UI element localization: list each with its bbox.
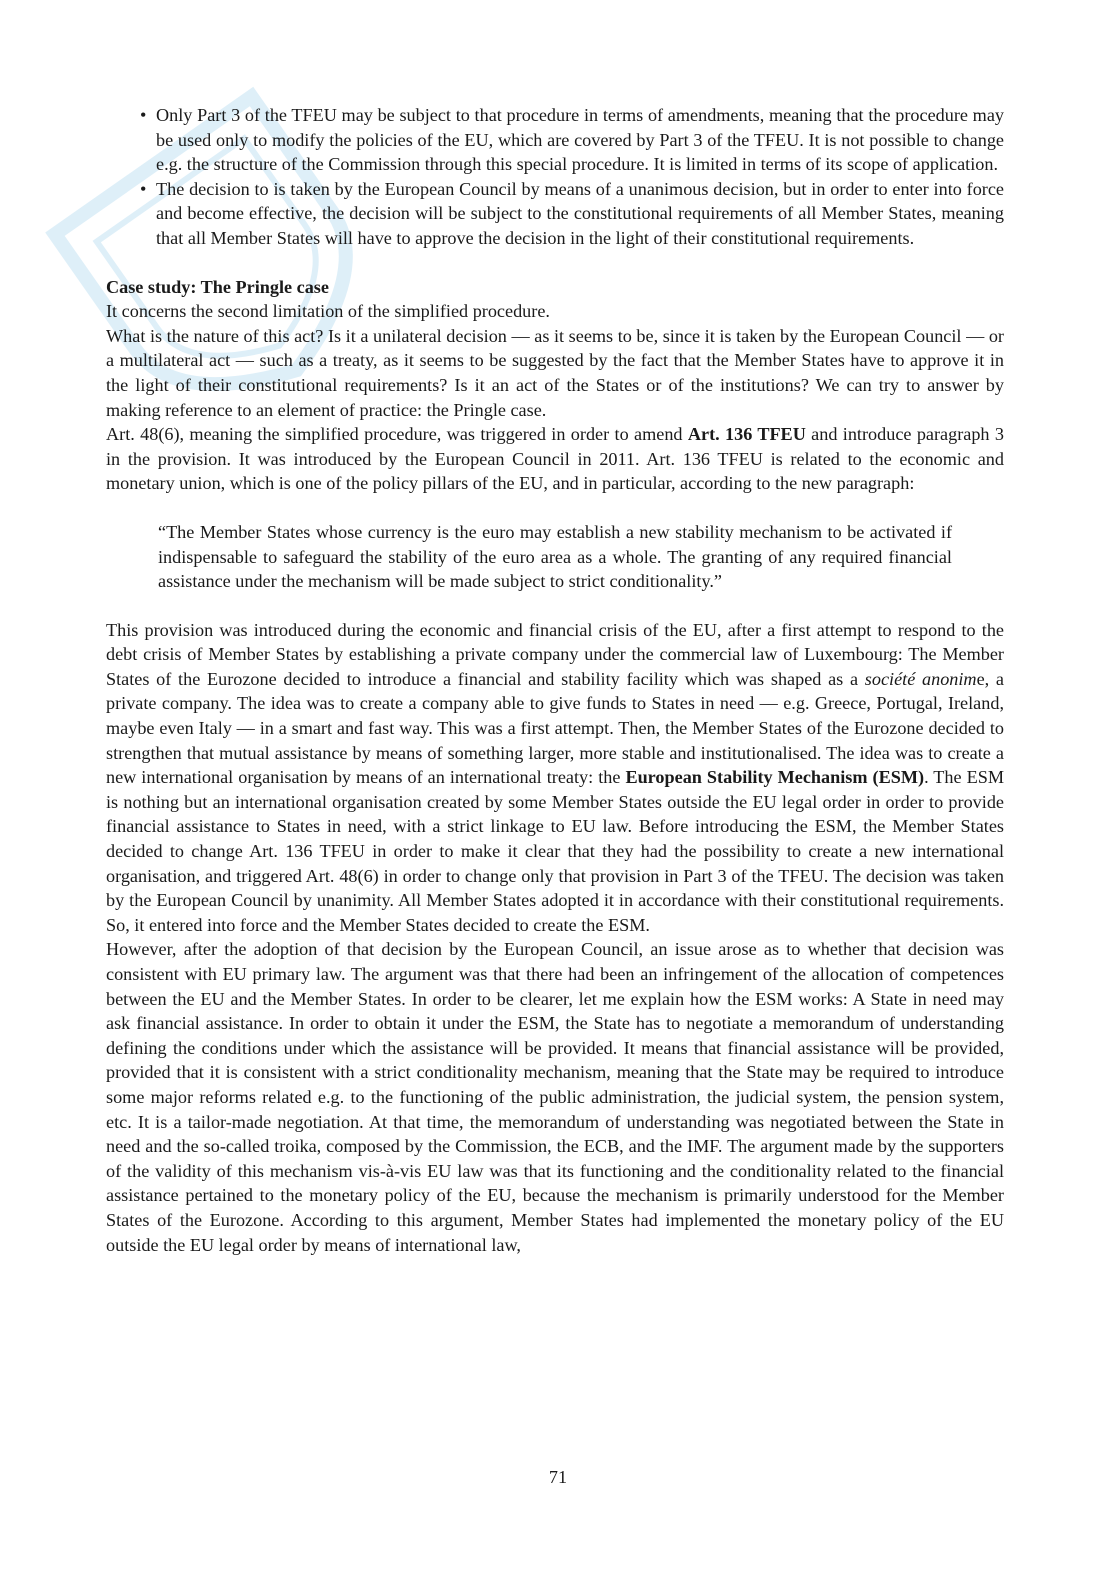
- provision-paragraph: [106, 618, 1004, 938]
- however-paragraph: However, after the adoption of that decision by the European Council, an issue arose as to whether that decision was consistent with EU primary law. The argument was that there had been an infringement of the allocation of competences between the EU and the Member States. In order to be clearer, let me explain how the ESM works: A State in need may ask financial assistance. In order to obtain it under the ESM, the State has to negotiate a memorandum of understanding defining the conditions under which the assistance will be provided. It means that financial assistance will be provided, provided that it is consistent with a strict conditionality mechanism, meaning that the State may be required to introduce some major reforms related e.g. to the functioning of the public administration, the judicial system, the pension system, etc. It is a tailor-made negotiation. At that time, the memorandum of understanding was negotiated between the State in need and the so-called troika, composed by the Commission, the ECB, and the IMF. The argument made by the supporters of the validity of this mechanism vis-à-vis EU law was that its functioning and the conditionality related to the financial assistance pertained to the monetary policy of the EU, because the mechanism is primarily understood for the Member States of the Eurozone. According to this argument, Member States had implemented the monetary policy of the EU outside the EU legal order by means of international law,: [106, 939, 1004, 1255]
- bullet-item: [106, 103, 1004, 177]
- provision-text-part2: e, a private company. The idea was to create a company able to give funds to States in need — e.g. Greece, Portugal, Ireland, maybe even Italy — in a smart and fast way. This was a first attempt. Then, the Member States of the Eurozone decided to strengthen that mutual assistance by means of something larger, more stable and institutionalised. The idea was to create a new international organisation by means of an international treaty: the: [106, 668, 1004, 788]
- art-136-paragraph: [106, 422, 1004, 496]
- page-number: 71: [548, 1467, 568, 1487]
- bullet-icon: •: [140, 105, 147, 125]
- case-study-intro: It concerns the second limitation of the simplified procedure.: [106, 301, 550, 322]
- esm-bold: European Stability Mechanism (ESM): [625, 767, 925, 788]
- bullet-icon: •: [140, 178, 147, 199]
- art-136-text-part2: and introduce paragraph 3 in the provision. It was introduced by the European Council in 2011. Art. 136 TFEU is related to the economic and monetary union, which is one of the policy pillars of the EU, and in particular, according to the new paragraph:: [106, 424, 1004, 494]
- bullet-list: [106, 103, 1004, 251]
- bullet-item: [106, 177, 1004, 251]
- bullet-text: The decision to is taken by the European Council by means of a unanimous decision, but in order to enter into force and become effective, the decision will be subject to the constitutional requirements of all Member States, meaning that all Member States will have to approve the decision in the light of their constitutional requirements.: [156, 178, 1004, 248]
- case-study-question: What is the nature of this act? Is it a unilateral decision — as it seems to be, since it is taken by the European Council — or a multilateral act — such as a treaty, as it seems to be suggested by the fact that the Member States have to approve it in the light of their constitutional requirements? Is it an act of the States or of the institutions? We can try to answer by making reference to an element of practice: the Pringle case.: [106, 325, 1004, 420]
- art-136-text-part1: Art. 48(6), meaning the simplified procedure, was triggered in order to amend: [106, 424, 688, 445]
- provision-italic: société anonim: [864, 668, 977, 689]
- provision-text-part1: This provision was introduced during the economic and financial crisis of the EU, after a first attempt to respond to the debt crisis of Member States by establishing a private company under the commercial law of Luxembourg: The Member States of the Eurozone decided to introduce a financial and stability facility which was shaped as a: [106, 619, 1004, 689]
- document-page: [106, 103, 1004, 1257]
- provision-text-part3: . The ESM is nothing but an international organisation created by some Member States outside the EU legal order in order to provide financial assistance to States in need, with a strict linkage to EU law. Before introducing the ESM, the Member States decided to change Art. 136 TFEU in order to make it clear that they had the possibility to create a new international organisation, and triggered Art. 48(6) in order to change only that provision in Part 3 of the TFEU. The decision was taken by the European Council by unanimity. All Member States adopted it in accordance with their constitutional requirements. So, it entered into force and the Member States decided to create the ESM.: [106, 767, 1004, 935]
- art-136-bold: Art. 136 TFEU: [687, 424, 806, 445]
- case-study-heading: Case study: The Pringle case: [106, 276, 329, 297]
- bullet-text: Only Part 3 of the TFEU may be subject to that procedure in terms of amendments, meaning that the procedure may be used only to modify the policies of the EU, which are covered by Part 3 of the TFEU. It is not possible to change e.g. the structure of the Commission through this special procedure. It is limited in terms of its scope of application.: [156, 105, 1004, 175]
- provision-quote: “The Member States whose currency is the euro may establish a new stability mechanism to be activated if indispensable to safeguard the stability of the euro area as a whole. The granting of any required financial assistance under the mechanism will be made subject to strict conditionality.”: [158, 521, 952, 592]
